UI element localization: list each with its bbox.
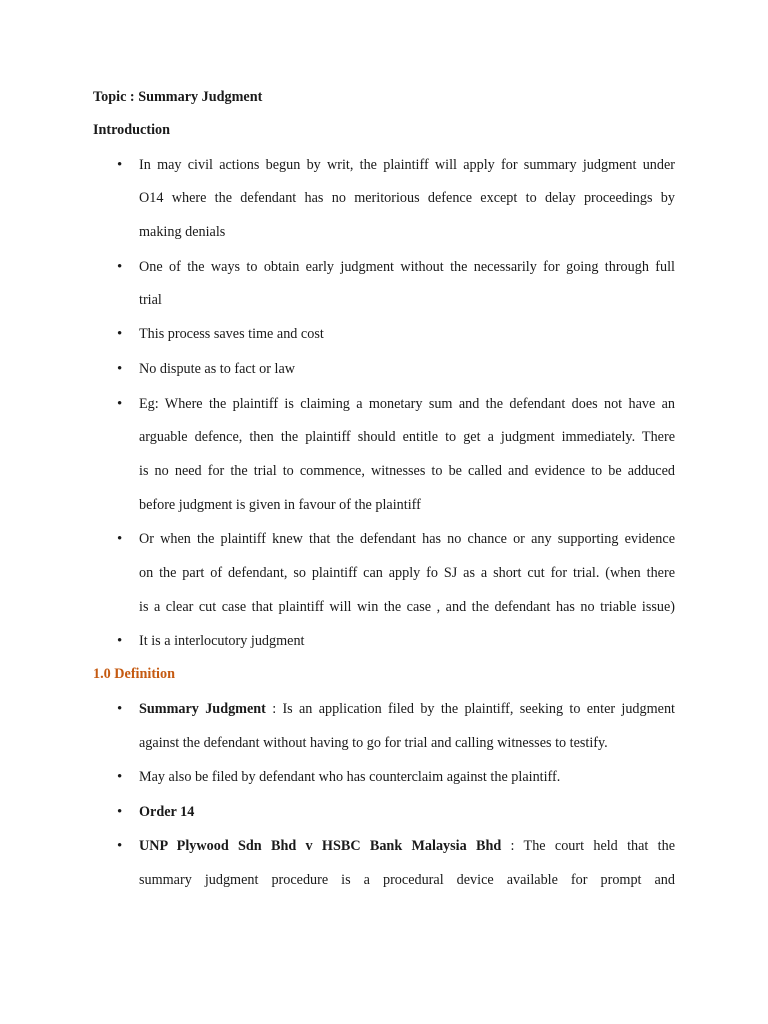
intro-bullet-6-line-3: is a clear cut case that plaintiff will win the case , and the defendant has no triable issue) bbox=[139, 599, 675, 615]
intro-bullet-7-line-1: It is a interlocutory judgment bbox=[139, 633, 305, 649]
intro-bullet-6-line-2: on the part of defendant, so plaintiff can apply fo SJ as a short cut for trial. (when there bbox=[139, 565, 675, 581]
intro-bullet-1-line-3: making denials bbox=[139, 224, 226, 240]
intro-bullet-2-line-1: One of the ways to obtain early judgment without the necessarily for going through full bbox=[139, 259, 675, 275]
bullet-marker: • bbox=[117, 531, 123, 547]
intro-bullet-5-line-1: Eg: Where the plaintiff is claiming a monetary sum and the defendant does not have an bbox=[139, 396, 675, 412]
case-holding: : The court held that the bbox=[501, 838, 675, 854]
intro-bullet-5-line-4: before judgment is given in favour of the plaintiff bbox=[139, 497, 421, 513]
intro-bullet-1-line-1: In may civil actions begun by writ, the plaintiff will apply for summary judgment under bbox=[139, 157, 675, 173]
bullet-marker: • bbox=[117, 259, 123, 275]
bullet-marker: • bbox=[117, 701, 123, 717]
bullet-marker: • bbox=[117, 396, 123, 412]
bullet-marker: • bbox=[117, 326, 123, 342]
intro-bullet-2-line-2: trial bbox=[139, 292, 162, 308]
intro-bullet-5-line-2: arguable defence, then the plaintiff should entitle to get a judgment immediately. There bbox=[139, 429, 675, 445]
definition-bullet-1-line-1 bbox=[139, 701, 675, 717]
bullet-marker: • bbox=[117, 804, 123, 820]
definition-bullet-4-line-2: summary judgment procedure is a procedural device available for prompt and bbox=[139, 872, 675, 888]
summary-judgment-term: Summary Judgment bbox=[139, 701, 266, 717]
intro-bullet-4-line-1: No dispute as to fact or law bbox=[139, 361, 296, 377]
bullet-marker: • bbox=[117, 838, 123, 854]
intro-bullet-3-line-1: This process saves time and cost bbox=[139, 326, 324, 342]
topic-heading: Topic : Summary Judgment bbox=[93, 89, 263, 105]
definition-bullet-4-line-1 bbox=[139, 838, 675, 854]
introduction-heading: Introduction bbox=[93, 122, 170, 138]
intro-bullet-1-line-2: O14 where the defendant has no meritorious defence except to delay proceedings by bbox=[139, 190, 675, 206]
definition-bullet-1-line-2: against the defendant without having to go for trial and calling witnesses to testify. bbox=[139, 735, 608, 751]
case-name: UNP Plywood Sdn Bhd v HSBC Bank Malaysia Bhd bbox=[139, 838, 502, 854]
definition-bullet-3-order-14: Order 14 bbox=[139, 804, 195, 820]
bullet-marker: • bbox=[117, 633, 123, 649]
bullet-marker: • bbox=[117, 361, 123, 377]
definition-heading: 1.0 Definition bbox=[93, 666, 175, 682]
summary-judgment-description: : Is an application filed by the plaintiff, seeking to enter judgment bbox=[265, 701, 675, 717]
intro-bullet-5-line-3: is no need for the trial to commence, witnesses to be called and evidence to be adduced bbox=[139, 463, 675, 479]
bullet-marker: • bbox=[117, 769, 123, 785]
definition-bullet-2-line-1: May also be filed by defendant who has counterclaim against the plaintiff. bbox=[139, 769, 561, 785]
intro-bullet-6-line-1: Or when the plaintiff knew that the defendant has no chance or any supporting evidence bbox=[139, 531, 675, 547]
bullet-marker: • bbox=[117, 157, 123, 173]
